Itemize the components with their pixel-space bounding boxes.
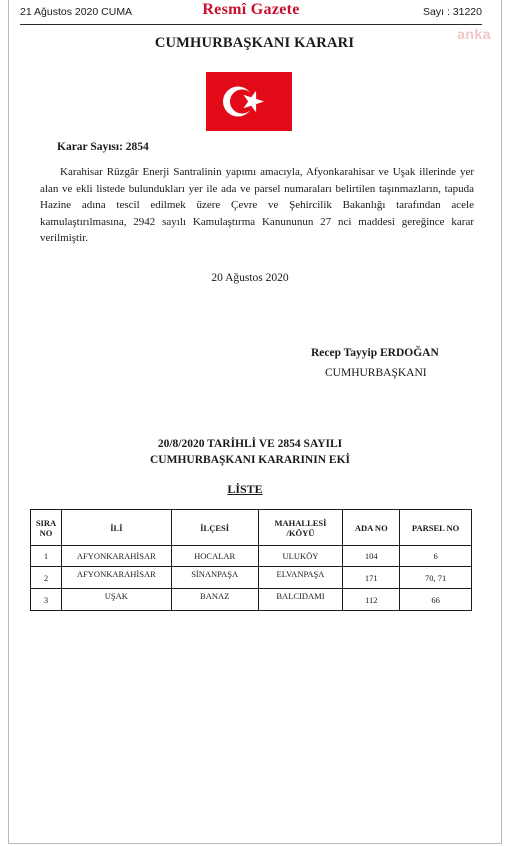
cell-il: AFYONKARAHİSAR bbox=[61, 567, 171, 589]
cell-sira: 3 bbox=[31, 589, 62, 611]
document-title: CUMHURBAŞKANI KARARI bbox=[154, 35, 355, 51]
cell-ada: 112 bbox=[343, 589, 400, 611]
cell-ilce: BANAZ bbox=[171, 589, 258, 611]
cell-ilce: HOCALAR bbox=[171, 546, 258, 567]
cell-il: AFYONKARAHİSAR bbox=[61, 546, 171, 567]
decision-number: Karar Sayısı: 2854 bbox=[57, 141, 149, 153]
signer-title: CUMHURBAŞKANI bbox=[325, 367, 427, 379]
cell-mahalle: ELVANPAŞA bbox=[258, 567, 343, 589]
decision-date: 20 Ağustos 2020 bbox=[211, 272, 289, 284]
column-header-mahalle: MAHALLESİ /KÖYÜ bbox=[258, 510, 343, 546]
cell-il: UŞAK bbox=[61, 589, 171, 611]
table-row bbox=[31, 589, 472, 611]
cell-ada: 104 bbox=[343, 546, 400, 567]
cell-mahalle: BALCIDAMI bbox=[258, 589, 343, 611]
cell-ada: 171 bbox=[343, 567, 400, 589]
turkish-flag-icon bbox=[206, 72, 292, 131]
table-row bbox=[31, 546, 472, 567]
cell-mahalle: ULUKÖY bbox=[258, 546, 343, 567]
issue-number: Sayı : 31220 bbox=[423, 6, 482, 18]
header-date: 21 Ağustos 2020 CUMA bbox=[20, 6, 133, 18]
column-header-ilce: İLÇESİ bbox=[171, 510, 258, 546]
cell-parsel: 66 bbox=[400, 589, 472, 611]
cell-parsel: 6 bbox=[400, 546, 472, 567]
anka-watermark: anka bbox=[457, 26, 491, 42]
gazette-title: Resmî Gazete bbox=[202, 1, 300, 18]
column-header-ada: ADA NO bbox=[343, 510, 400, 546]
table-row bbox=[31, 567, 472, 589]
decision-body: Karahisar Rüzgâr Enerji Santralinin yapımı amacıyla, Afyonkarahisar ve Uşak illerinde yer alan ve ekli listede bulundukları yer ile ada ve parsel numaraları belirtilen taşınmazların, tapuda Hazine adına tescil edilmek üzere Çevre ve Şehircilik Bakanlığı tarafından acele kamulaştırılmasına, 2942 sayılı Kamulaştırma Kanununun 27 nci maddesi gereğince karar verilmiştir. bbox=[40, 166, 474, 244]
table-header-row bbox=[31, 510, 472, 546]
cell-parsel: 70, 71 bbox=[400, 567, 472, 589]
column-header-sira: SIRA NO bbox=[31, 510, 62, 546]
column-header-parsel: PARSEL NO bbox=[400, 510, 472, 546]
signer-name: Recep Tayyip ERDOĞAN bbox=[311, 347, 439, 359]
list-title: LİSTE bbox=[227, 482, 263, 496]
gazette-header bbox=[20, 1, 482, 25]
cell-sira: 1 bbox=[31, 546, 62, 567]
column-header-il: İLİ bbox=[61, 510, 171, 546]
cell-sira: 2 bbox=[31, 567, 62, 589]
annex-title-line1: 20/8/2020 TARİHLİ VE 2854 SAYILI bbox=[157, 438, 343, 450]
parcel-table bbox=[30, 509, 472, 611]
annex-title bbox=[0, 436, 500, 468]
cell-ilce: SİNANPAŞA bbox=[171, 567, 258, 589]
annex-title-line2: CUMHURBAŞKANI KARARININ EKİ bbox=[150, 454, 350, 466]
